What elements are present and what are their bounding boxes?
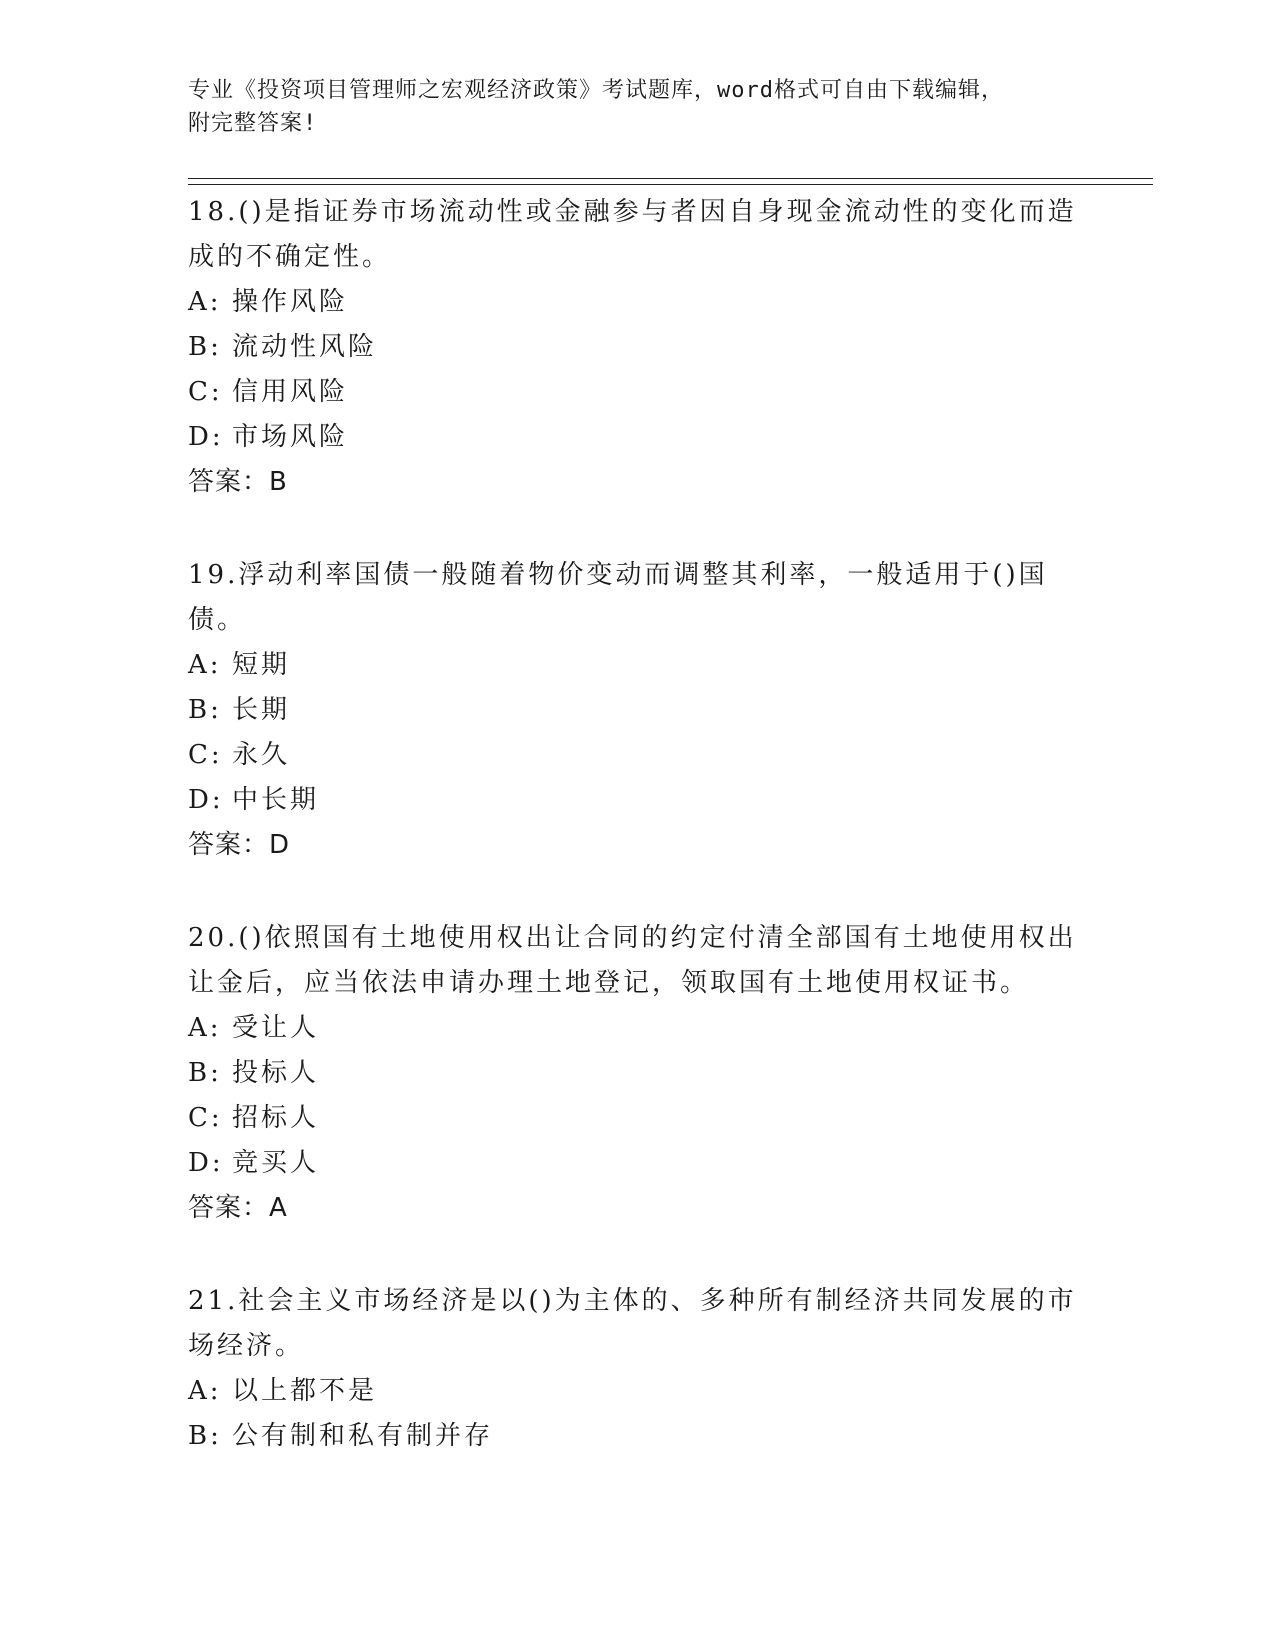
answer-line: 答案：A bbox=[188, 1193, 288, 1223]
option-key: C: bbox=[188, 740, 223, 770]
option-key: C: bbox=[188, 377, 223, 407]
option-b bbox=[188, 325, 1148, 370]
option-text: 流动性风险 bbox=[232, 332, 378, 362]
option-text: 操作风险 bbox=[232, 287, 349, 317]
question-20 bbox=[188, 916, 1148, 1231]
question-stem: 20.()依照国有土地使用权出让合同的约定付清全部国有土地使用权出让金后，应当依法申请办理土地登记，领取国有土地使用权证书。 bbox=[188, 923, 1077, 998]
option-a bbox=[188, 280, 1148, 325]
answer-line: 答案：D bbox=[188, 830, 291, 860]
question-18 bbox=[188, 190, 1148, 505]
question-stem: 19.浮动利率国债一般随着物价变动而调整其利率，一般适用于()国债。 bbox=[188, 560, 1048, 635]
option-text: 永久 bbox=[232, 740, 291, 770]
question-stem: 21.社会主义市场经济是以()为主体的、多种所有制经济共同发展的市场经济。 bbox=[188, 1286, 1077, 1361]
answer-line: 答案：B bbox=[188, 467, 288, 497]
option-key: B: bbox=[188, 332, 222, 362]
option-text: 投标人 bbox=[232, 1058, 320, 1088]
question-19 bbox=[188, 553, 1148, 868]
option-c bbox=[188, 733, 1148, 778]
option-b bbox=[188, 1414, 1148, 1459]
question-21 bbox=[188, 1279, 1148, 1459]
option-key: D: bbox=[188, 785, 224, 815]
option-text: 短期 bbox=[232, 650, 291, 680]
option-d bbox=[188, 778, 1148, 823]
option-text: 受让人 bbox=[232, 1013, 320, 1043]
option-text: 竞买人 bbox=[232, 1148, 320, 1178]
option-text: 以上都不是 bbox=[232, 1376, 378, 1406]
document-page bbox=[188, 0, 1148, 1650]
option-key: D: bbox=[188, 1148, 224, 1178]
option-text: 中长期 bbox=[232, 785, 320, 815]
option-text: 招标人 bbox=[232, 1103, 320, 1133]
option-key: B: bbox=[188, 695, 222, 725]
option-d bbox=[188, 1141, 1148, 1186]
option-c bbox=[188, 370, 1148, 415]
option-key: B: bbox=[188, 1058, 222, 1088]
option-text: 长期 bbox=[232, 695, 291, 725]
header-line-1: 专业《投资项目管理师之宏观经济政策》考试题库，word格式可自由下载编辑， bbox=[188, 78, 1004, 103]
option-b bbox=[188, 1051, 1148, 1096]
option-a bbox=[188, 1369, 1148, 1414]
option-text: 信用风险 bbox=[232, 377, 349, 407]
question-stem: 18.()是指证券市场流动性或金融参与者因自身现金流动性的变化而造成的不确定性。 bbox=[188, 197, 1077, 272]
option-key: A: bbox=[188, 1376, 222, 1406]
header-divider-bottom bbox=[188, 184, 1153, 185]
option-key: A: bbox=[188, 650, 222, 680]
option-key: B: bbox=[188, 1421, 222, 1451]
option-key: C: bbox=[188, 1103, 223, 1133]
question-list bbox=[188, 190, 1148, 1507]
option-key: A: bbox=[188, 1013, 222, 1043]
option-a bbox=[188, 1006, 1148, 1051]
option-key: A: bbox=[188, 287, 222, 317]
option-d bbox=[188, 415, 1148, 460]
document-header bbox=[188, 74, 1088, 140]
header-divider-top bbox=[188, 178, 1153, 179]
option-a bbox=[188, 643, 1148, 688]
option-text: 公有制和私有制并存 bbox=[232, 1421, 494, 1451]
header-line-2: 附完整答案! bbox=[188, 111, 318, 136]
option-text: 市场风险 bbox=[232, 422, 349, 452]
option-key: D: bbox=[188, 422, 224, 452]
option-b bbox=[188, 688, 1148, 733]
option-c bbox=[188, 1096, 1148, 1141]
